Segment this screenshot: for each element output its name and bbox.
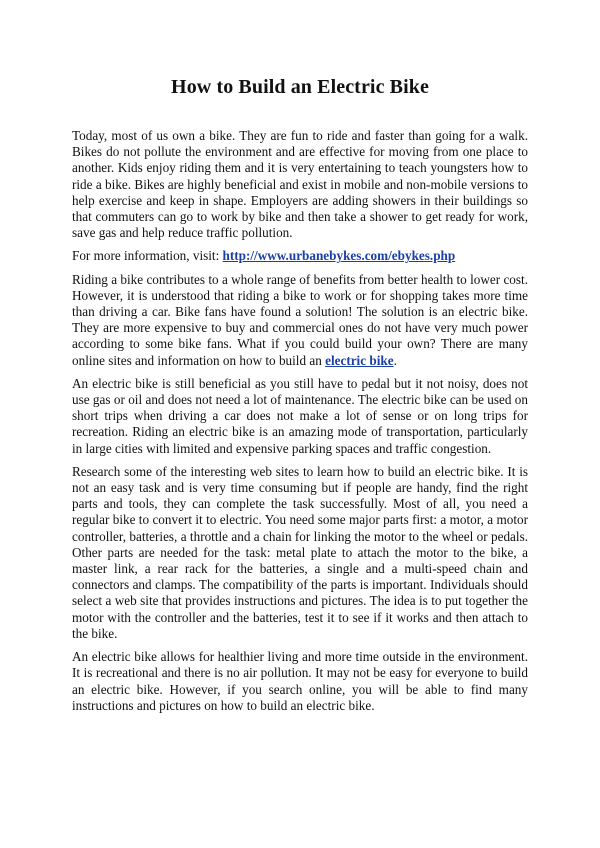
document-title: How to Build an Electric Bike	[171, 76, 429, 98]
paragraph-benefits-end: .	[393, 352, 397, 368]
paragraph-intro: Today, most of us own a bike. They are fun to ride and faster than going for a walk. Bikes do not pollute the environment and are effective for moving from one place to another. Kids enjoy riding them and it is very entertaining to teach youngsters how to ride a bike. Bikes are highly beneficial and exist in mobile and non-mobile versions to help exercise and keep in shape. Employers are adding showers in their buildings so that commuters can go to work by bike and then take a shower to get ready for work, save gas and help reduce traffic pollution.	[72, 128, 528, 241]
paragraph-benefits-text: Riding a bike contributes to a whole range of benefits from better health to lower cost. However, it is understood that riding a bike to work or for shopping takes more time than driving a car. Bike fans have found a solution! The solution is an electric bike. They are more expensive to buy and commercial ones do not have very much power according to some bike fans. What if you could build your own? There are many online sites and information on how to build an	[72, 271, 528, 368]
urbanebykes-link[interactable]: http://www.urbanebykes.com/ebykes.php	[222, 248, 456, 264]
paragraph-conclusion: An electric bike allows for healthier living and more time outside in the environment. It is recreational and there is no air pollution. It may not be easy for everyone to build an electric bike. However, if you search online, you will be able to find many instructions and pictures on how to build an electric bike.	[72, 649, 528, 713]
electric-bike-link[interactable]: electric bike	[325, 352, 394, 368]
paragraph-research: Research some of the interesting web sites to learn how to build an electric bike. It is not an easy task and is very time consuming but if people are handy, find the right parts and tools, they can complete the task successfully. Most of all, you need a regular bike to convert it to electric. You need some major parts first: a motor, a motor controller, batteries, a throttle and a chain for linking the motor to the wheel or pedals. Other parts are needed for the task: metal plate to attach the motor to the bike, a master link, a rear rack for the batteries, a single and a multi-speed chain and connectors and clamps. The compatibility of the parts is important. Individuals should select a web site that provides instructions and pictures. The idea is to put together the motor with the controller and the batteries, test it to see if it works and then attach to the bike.	[72, 463, 528, 641]
paragraph-more-info	[72, 248, 528, 264]
paragraph-benefits	[72, 272, 528, 369]
document-body	[72, 128, 528, 721]
paragraph-advantages: An electric bike is still beneficial as you still have to pedal but it not noisy, does not use gas or oil and does not need a lot of maintenance. The electric bike can be used on short trips when driving a car does not make a lot of sense or on long trips for recreation. Riding an electric bike is an amazing mode of transportation, particularly in large cities with limited and expensive parking spaces and traffic congestion.	[72, 375, 528, 456]
more-info-label: For more information, visit:	[72, 248, 223, 264]
